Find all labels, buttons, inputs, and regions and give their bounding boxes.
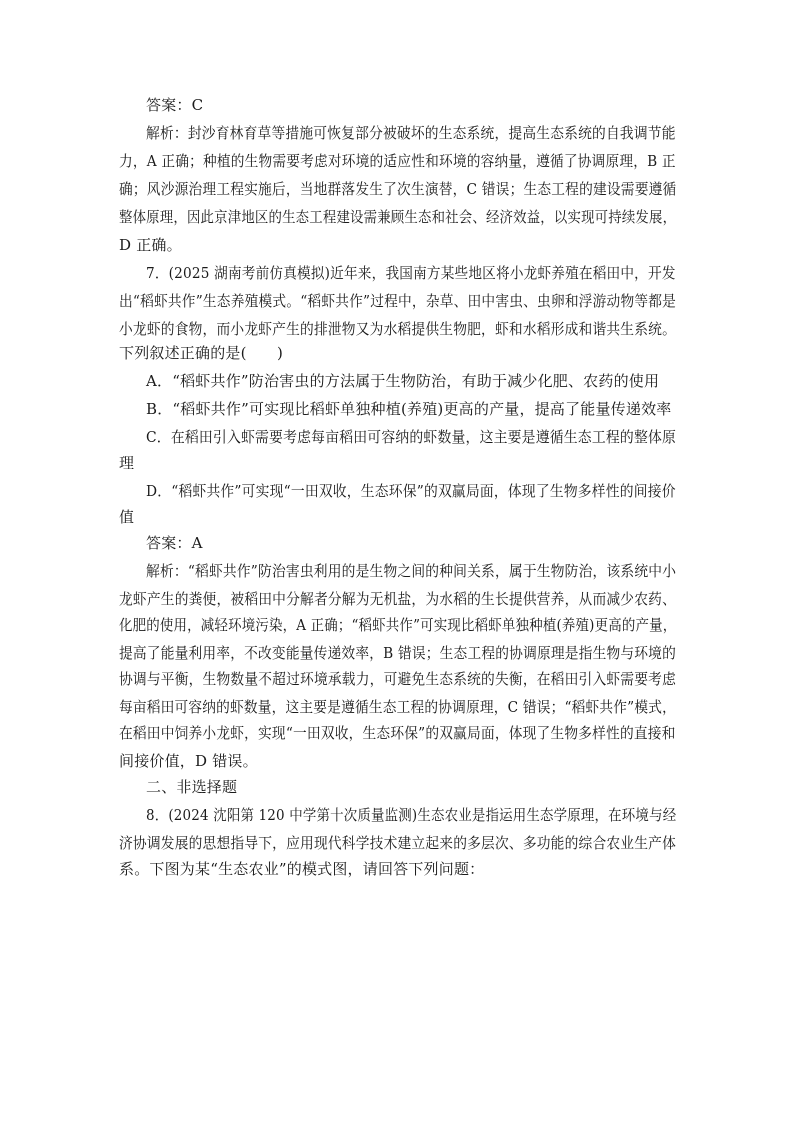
- question-7-line-1: 7．(2025 湖南考前仿真模拟)近年来，我国南方某些地区将小龙虾养殖在稻田中，开发: [146, 264, 676, 282]
- option-c-line-2: 理: [119, 454, 135, 472]
- analysis-7-line-1: 解析：“稻虾共作”防治害虫利用的是生物之间的种间关系，属于生物防治，该系统中小: [146, 562, 677, 580]
- analysis-6-line-3: 确；风沙源治理工程实施后，当地群落发生了次生演替，C 错误；生态工程的建设需要遵循: [119, 180, 677, 198]
- answer-6: 答案：C: [146, 96, 204, 114]
- question-7-line-2: 出“稻虾共作”生态养殖模式。“稻虾共作”过程中，杂草、田中害虫、虫卵和浮游动物等都是: [119, 292, 677, 310]
- section-heading: 二、非选择题: [146, 778, 238, 796]
- analysis-7-line-5: 协调与平衡，生物数量不超过环境承载力，可避免生态系统的失衡，在稻田引入虾需要考虑: [119, 670, 677, 688]
- analysis-7-line-2: 龙虾产生的粪便，被稻田中分解者分解为无机盐，为水稻的生长提供营养，从而减少农药、: [119, 590, 677, 608]
- question-8-line-2: 济协调发展的思想指导下，应用现代科学技术建立起来的多层次、多功能的综合农业生产体: [119, 834, 677, 852]
- question-7-line-3: 小龙虾的食物，而小龙虾产生的排泄物又为水稻提供生物肥，虾和水稻形成和谐共生系统。: [119, 320, 677, 338]
- analysis-7-line-6: 每亩稻田可容纳的虾数量，这主要是遵循生态工程的协调原理，C 错误；“稻虾共作”模式，: [119, 698, 676, 716]
- answer-7: 答案：A: [146, 534, 203, 552]
- analysis-7-line-7: 在稻田中饲养小龙虾，实现“一田双收，生态环保”的双赢局面，体现了生物多样性的直接和: [119, 724, 676, 742]
- analysis-6-line-1: 解析：封沙育林育草等措施可恢复部分被破坏的生态系统，提高生态系统的自我调节能: [146, 124, 676, 142]
- question-8-line-3: 系。下图为某“生态农业”的模式图，请回答下列问题：: [119, 860, 485, 878]
- analysis-7-line-8: 间接价值，D 错误。: [119, 752, 258, 770]
- analysis-7-line-4: 提高了能量利用率，不改变能量传递效率，B 错误；生态工程的协调原理是指生物与环境的: [119, 644, 676, 662]
- analysis-6-line-5: D 正确。: [119, 236, 182, 254]
- analysis-7-line-3: 化肥的使用，减轻环境污染，A 正确；“稻虾共作”可实现比稻虾单独种植(养殖)更高的产量，: [119, 616, 677, 634]
- option-b: B．“稻虾共作”可实现比稻虾单独种植(养殖)更高的产量，提高了能量传递效率: [146, 400, 672, 418]
- question-7-line-4: 下列叙述正确的是( ): [119, 344, 284, 362]
- option-c-line-1: C．在稻田引入虾需要考虑每亩稻田可容纳的虾数量，这主要是遵循生态工程的整体原: [146, 428, 677, 446]
- option-d-line-1: D．“稻虾共作”可实现“一田双收，生态环保”的双赢局面，体现了生物多样性的间接价: [146, 482, 676, 500]
- analysis-6-line-2: 力，A 正确；种植的生物需要考虑对环境的适应性和环境的容纳量，遵循了协调原理，B 正: [119, 152, 676, 170]
- analysis-6-line-4: 整体原理，因此京津地区的生态工程建设需兼顾生态和社会、经济效益，以实现可持续发展，: [119, 208, 677, 226]
- question-8-line-1: 8．(2024 沈阳第 120 中学第十次质量监测)生态农业是指运用生态学原理，在环境与经: [146, 806, 677, 824]
- option-d-line-2: 值: [119, 508, 135, 526]
- option-a: A．“稻虾共作”防治害虫的方法属于生物防治，有助于减少化肥、农药的使用: [146, 372, 660, 390]
